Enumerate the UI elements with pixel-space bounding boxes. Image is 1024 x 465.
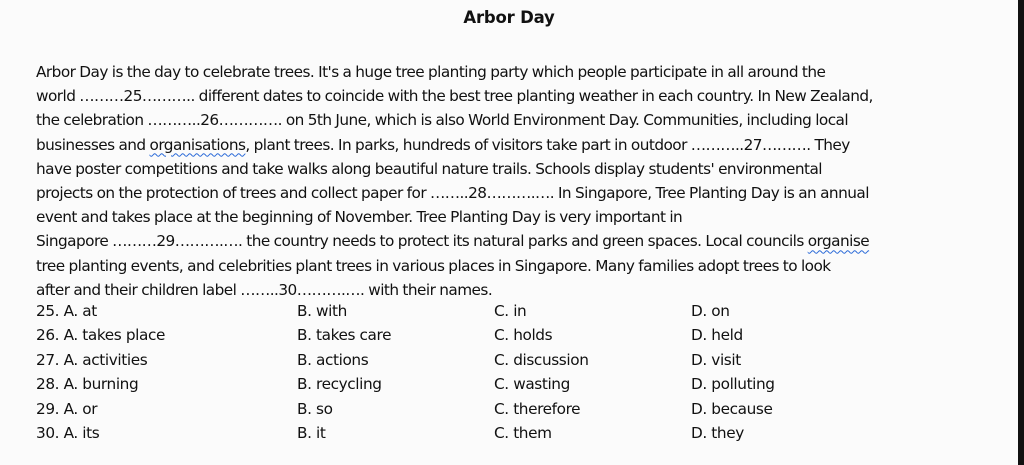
option-b: B. it xyxy=(297,423,326,442)
option-a: 27. A. activities xyxy=(36,350,148,369)
option-b: B. so xyxy=(297,399,333,418)
passage-line-4 xyxy=(36,133,1011,157)
passage-line-4-end: , plant trees. In parks, hundreds of visitors take part in outdoor ………..27………. They xyxy=(245,135,850,154)
spellcheck-word-organise: organise xyxy=(807,232,870,251)
question-row xyxy=(36,351,976,375)
option-a: 29. A. or xyxy=(36,399,98,418)
passage xyxy=(36,60,1011,302)
option-d: D. held xyxy=(691,326,743,345)
question-row xyxy=(36,326,976,350)
option-b: B. recycling xyxy=(297,375,382,394)
option-d: D. on xyxy=(691,302,730,320)
question-row xyxy=(36,424,976,448)
passage-line-8 xyxy=(36,229,1011,253)
option-c: C. wasting xyxy=(494,375,570,394)
passage-line-2: world ………25……….. different dates to coincide with the best tree planting weather in each country. In New Zealand, xyxy=(36,87,873,106)
passage-line-8-start: Singapore ………29……….…. the country needs to protect its natural parks and green spaces. Local councils xyxy=(36,232,808,251)
option-d: D. because xyxy=(691,399,773,418)
option-b: B. with xyxy=(297,302,347,320)
option-c: C. therefore xyxy=(494,399,581,418)
option-b: B. takes care xyxy=(297,326,392,345)
option-a: 30. A. its xyxy=(36,423,100,442)
spellcheck-word-organisations: organisations xyxy=(149,135,246,154)
passage-line-7: event and takes place at the beginning of November. Tree Planting Day is very important in xyxy=(36,208,683,227)
passage-line-4-start: businesses and xyxy=(36,135,150,154)
option-d: D. they xyxy=(691,423,744,442)
question-row xyxy=(36,400,976,424)
page-title: Arbor Day xyxy=(463,8,555,27)
option-c: C. them xyxy=(494,423,552,442)
option-a: 28. A. burning xyxy=(36,375,139,394)
passage-line-5: have poster competitions and take walks along beautiful nature trails. Schools display students' environmental xyxy=(36,159,822,178)
passage-line-9: tree planting events, and celebrities plant trees in various places in Singapore. Many families adopt trees to look xyxy=(36,256,831,275)
passage-line-10: after and their children label ……..30……….…. with their names. xyxy=(36,280,493,299)
option-c: C. in xyxy=(494,302,527,320)
question-options-table xyxy=(36,302,976,448)
passage-line-3: the celebration ………..26…………. on 5th June, which is also World Environment Day. Communities, including local xyxy=(36,111,849,130)
passage-line-1: Arbor Day is the day to celebrate trees. It's a huge tree planting party which people participate in all around the xyxy=(36,63,826,81)
question-row xyxy=(36,302,976,326)
option-c: C. discussion xyxy=(494,350,589,369)
option-c: C. holds xyxy=(494,326,553,345)
option-d: D. visit xyxy=(691,350,741,369)
question-row xyxy=(36,375,976,399)
option-d: D. polluting xyxy=(691,375,775,394)
option-a: 26. A. takes place xyxy=(36,326,165,345)
passage-line-6: projects on the protection of trees and collect paper for ……..28……….…. In Singapore, Tree Planting Day is an annual xyxy=(36,184,869,203)
option-a: 25. A. at xyxy=(36,302,97,320)
option-b: B. actions xyxy=(297,350,369,369)
